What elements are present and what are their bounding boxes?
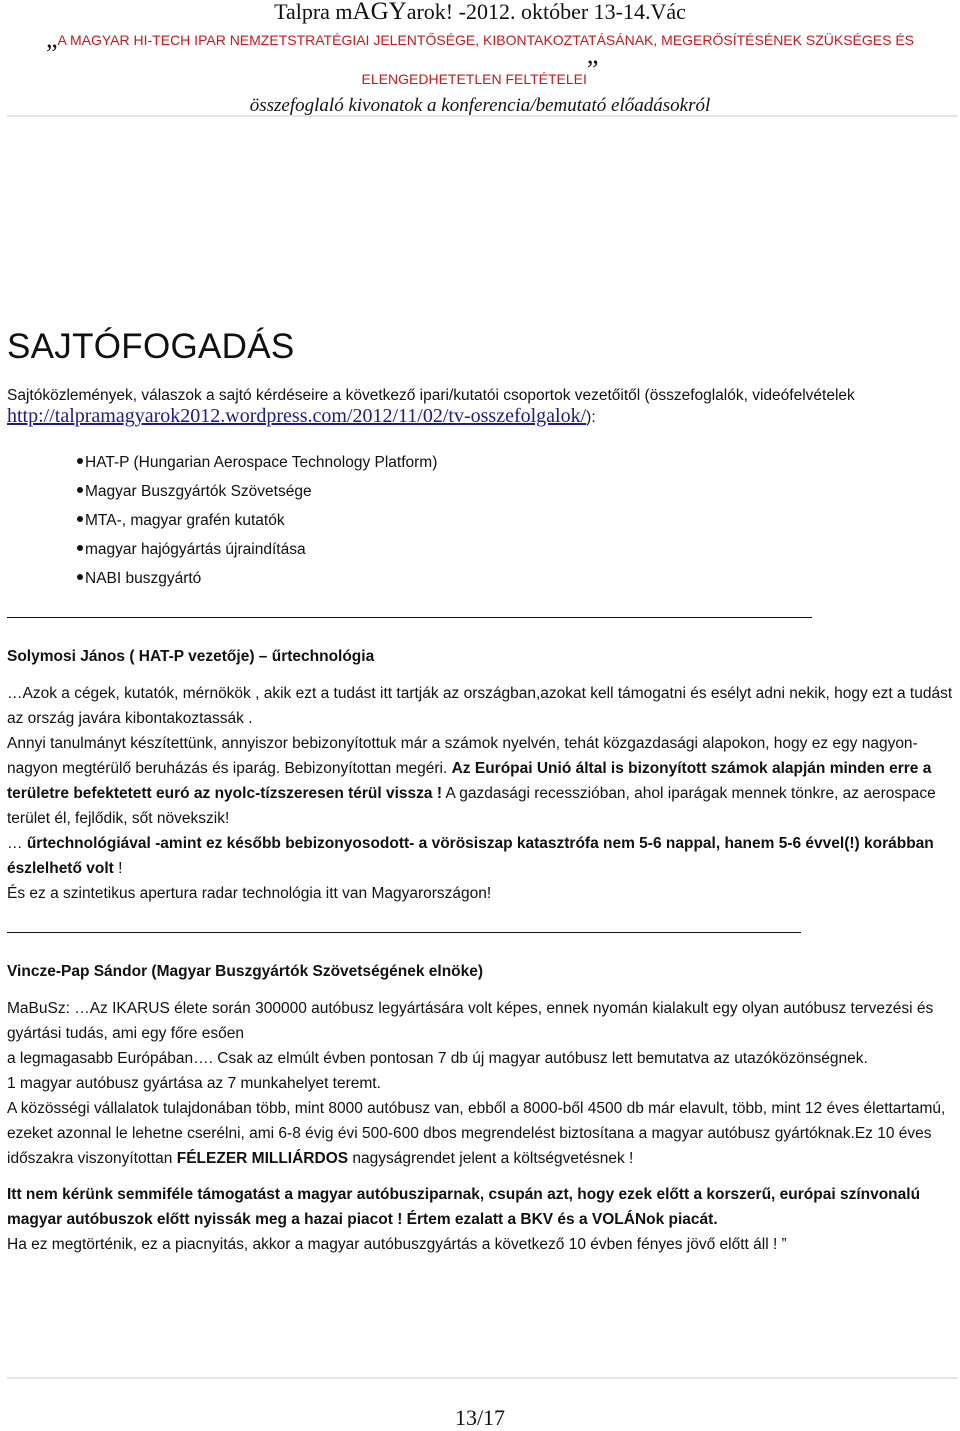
paragraph-text: Azok a cégek, kutatók, mérnökök , akik ezt a tudást itt tartják az országban,azokat kell támogatni és esélyt adni nekik, hogy ezt a tudást az ország javára kibontakoztassák . bbox=[7, 685, 953, 727]
subtitle-text: A MAGYAR HI-TECH IPAR NEMZETSTRATÉGIAI JELENTŐSÉGE, KIBONTAKOZTATÁSÁNAK, MEGERŐSÍTÉSÉNEK SZÜKSÉGES ÉS ELENGEDHETETLEN FELTÉTELEI bbox=[57, 32, 915, 87]
list-item bbox=[77, 509, 437, 538]
title-part-emphasis: AGY bbox=[352, 0, 407, 25]
list-item bbox=[77, 538, 437, 567]
section-vincze-pap bbox=[7, 959, 957, 1257]
bullet-icon bbox=[77, 545, 83, 551]
ellipsis: … bbox=[7, 685, 23, 702]
intro-text: Sajtóközlemények, válaszok a sajtó kérdéseire a következő ipari/kutatói csoportok vezetőitől (összefoglalók, videófelvételek bbox=[7, 387, 855, 404]
section-solymosi bbox=[7, 644, 957, 906]
closing-quote: ” bbox=[586, 55, 599, 84]
list-item-text: magyar hajógyártás újraindítása bbox=[85, 541, 306, 558]
section-divider bbox=[7, 617, 812, 618]
title-part: arok! -2012. október 13-14.Vác bbox=[406, 0, 686, 24]
list-item bbox=[77, 480, 437, 509]
paragraph-text: nagyságrendet jelent a költségvetésnek ! bbox=[348, 1150, 634, 1167]
paragraph-text: … bbox=[7, 835, 27, 852]
paragraph-bold-text: Az Európai Unió által is bizonyított számok alapján minden erre a területre befektetett euró az nyolc-tízszeresen térül vissza ! bbox=[7, 760, 932, 802]
opening-quote: „ bbox=[45, 24, 58, 53]
group-list bbox=[77, 451, 437, 596]
paragraph bbox=[7, 831, 957, 881]
paragraph-text: Annyi tanulmányt készítettünk, annyiszor bebizonyítottuk már a számok nyelvén, tehát közgazdasági alapokon, hogy ez egy nagyon-nagyon megtérülő beruházás és iparág. Bebizonyítottan megéri. bbox=[7, 735, 918, 777]
paragraph: És ez a szintetikus apertura radar technológia itt van Magyarországon! bbox=[7, 885, 492, 902]
header-subtitle bbox=[0, 24, 960, 94]
list-item bbox=[77, 567, 437, 596]
paragraph: 1 magyar autóbusz gyártása az 7 munkahelyet teremt. bbox=[7, 1075, 381, 1092]
paragraph-text: ! bbox=[113, 860, 123, 877]
list-item-text: HAT-P (Hungarian Aerospace Technology Platform) bbox=[85, 454, 438, 471]
bullet-icon bbox=[77, 516, 83, 522]
section-divider bbox=[7, 932, 801, 933]
videos-link[interactable]: http://talpramagyarok2012.wordpress.com/2012/11/02/tv-osszefolgalok/ bbox=[7, 405, 587, 427]
paragraph-text: A gazdasági recesszióban, ahol iparágak mennek tönkre, az aerospace terület él, fejlődik, sőt növekszik! bbox=[7, 785, 936, 827]
bullet-icon bbox=[77, 487, 83, 493]
paragraph bbox=[7, 731, 957, 831]
page-heading: SAJTÓFOGADÁS bbox=[7, 327, 295, 366]
page-header bbox=[0, 0, 960, 117]
paragraph bbox=[7, 1096, 957, 1171]
list-item-text: Magyar Buszgyártók Szövetsége bbox=[85, 483, 312, 500]
paragraph-text: A közösségi vállalatok tulajdonában több, mint 8000 autóbusz van, ebből a 8000-ből 4500 db már elavult, több, mint 12 éves élettartamú, ezeket azonnal le lehetne cserélni, ami 6-8 évig évi 500-600 dbos megrendelést biztosítana a magyar autóbusz gyártóknak.Ez 10 éves időszakra viszonyítottan bbox=[7, 1100, 946, 1167]
paragraph-bold-text: űrtechnológiával -amint ez később bebizonyosodott- a vörösiszap katasztrófa nem 5-6 nappal, hanem 5-6 évvel(!) korábban észlelhető volt bbox=[7, 835, 934, 877]
page-number: 13/17 bbox=[454, 1405, 506, 1430]
intro-suffix: ): bbox=[586, 409, 596, 426]
paragraph-bold-text: FÉLEZER MILLIÁRDOS bbox=[176, 1150, 349, 1167]
paragraph: Itt nem kérünk semmiféle támogatást a magyar autóbusziparnak, csupán azt, hogy ezek előtt a korszerű, európai színvonalú magyar autóbuszok előtt nyissák meg a hazai piacot ! Értem ezalatt a BKV és a VOLÁNok piacát. bbox=[7, 1186, 921, 1228]
header-italic-line: összefoglaló kivonatok a konferencia/bemutató előadásokról bbox=[249, 95, 711, 116]
paragraph: a legmagasabb Európában…. Csak az elmúlt évben pontosan 7 db új magyar autóbusz lett bemutatva az utazóközönségnek. bbox=[7, 1050, 868, 1067]
paragraph: MaBuSz: …Az IKARUS élete során 300000 autóbusz legyártására volt képes, ennek nyomán kialakult egy olyan autóbusz tervezési és gyártási tudás, ami egy főre esően bbox=[7, 1000, 934, 1042]
paragraph: Ha ez megtörténik, ez a piacnyitás, akkor a magyar autóbuszgyártás a következő 10 évben fényes jövő előtt áll ! ” bbox=[7, 1236, 787, 1253]
paragraph bbox=[7, 681, 957, 731]
list-item bbox=[77, 451, 437, 480]
header-divider bbox=[7, 115, 958, 117]
footer-divider bbox=[7, 1377, 958, 1379]
speaker-name: Vincze-Pap Sándor (Magyar Buszgyártók Szövetségének elnöke) bbox=[7, 963, 484, 980]
intro-paragraph bbox=[7, 386, 952, 428]
bullet-icon bbox=[77, 574, 83, 580]
header-title bbox=[0, 0, 960, 24]
title-part: Talpra m bbox=[274, 0, 353, 24]
list-item-text: NABI buszgyártó bbox=[85, 570, 202, 587]
speaker-name: Solymosi János ( HAT-P vezetője) – űrtechnológia bbox=[7, 648, 375, 665]
list-item-text: MTA-, magyar grafén kutatók bbox=[85, 512, 285, 529]
bullet-icon bbox=[77, 458, 83, 464]
